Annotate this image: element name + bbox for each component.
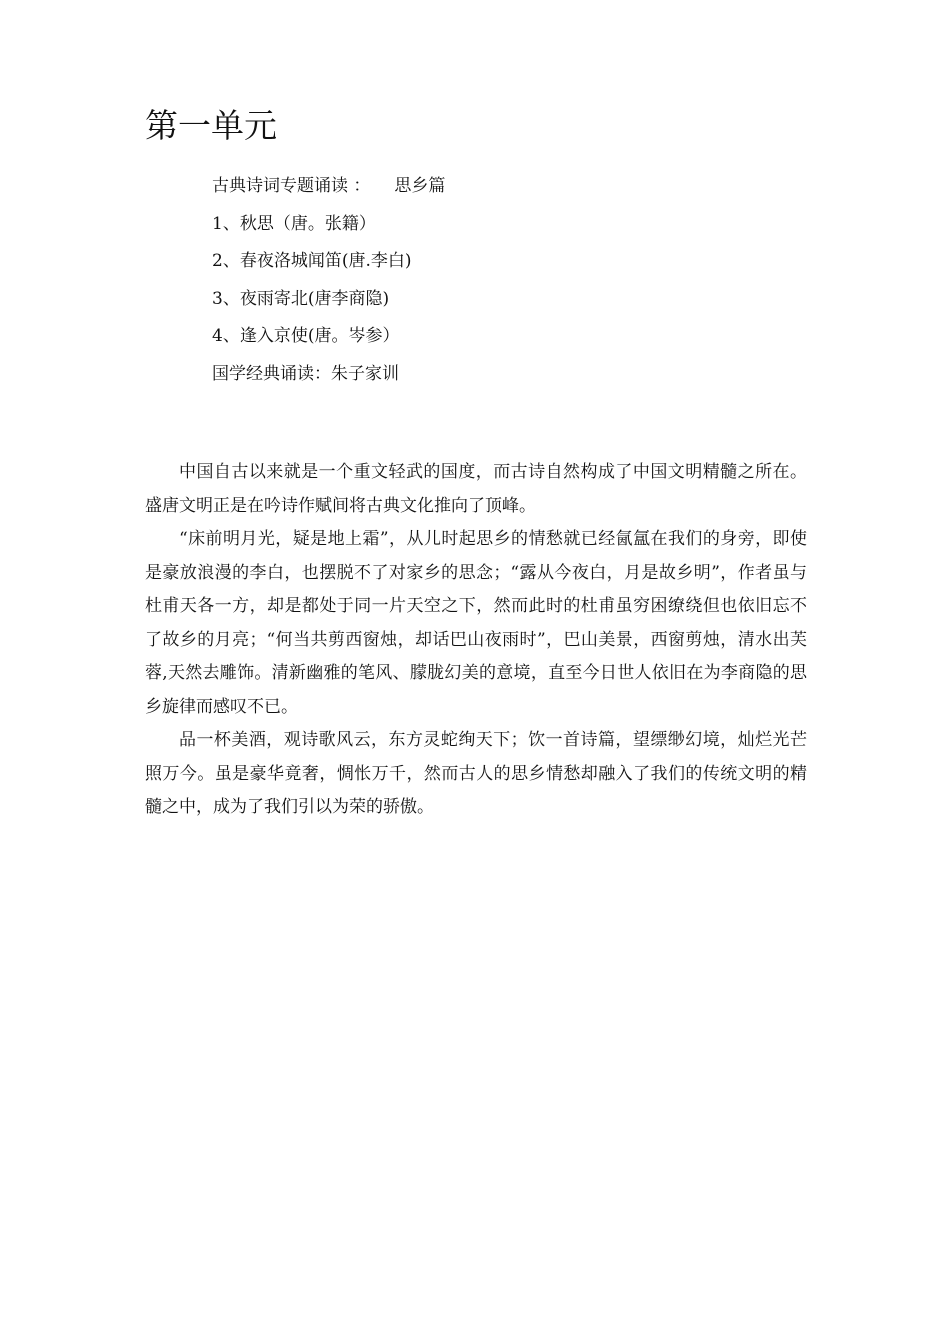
- toc-poem-3: 3、夜雨寄北(唐李商隐): [212, 288, 390, 309]
- unit-title: 第一单元: [145, 106, 277, 145]
- essay-paragraph-3: 品一杯美酒，观诗歌风云，东方灵蛇绚天下；饮一首诗篇，望缥缈幻境，灿烂光芒照万今。虽是豪华竟奢，惆怅万千，然而古人的思乡情愁却融入了我们的传统文明的精髓之中，成为了我们引以为荣的骄傲。: [145, 730, 807, 817]
- essay-paragraph-1: 中国自古以来就是一个重文轻武的国度，而古诗自然构成了中国文明精髓之所在。盛唐文明正是在吟诗作赋间将古典文化推向了顶峰。: [145, 462, 807, 516]
- toc-poem-1: 1、秋思（唐。张籍）: [212, 213, 376, 234]
- toc-heading: [212, 168, 445, 206]
- table-of-contents: [212, 168, 445, 393]
- toc-heading-topic: 思乡篇: [394, 176, 446, 196]
- essay-body: [145, 456, 807, 825]
- toc-poem-2: 2、春夜洛城闻笛(唐.李白): [212, 251, 412, 271]
- toc-poem-4: 4、逢入京使(唐。岑参）: [212, 326, 400, 346]
- essay-paragraph-2: “床前明月光，疑是地上霜”，从儿时起思乡的情愁就已经氤氲在我们的身旁，即使是豪放浪漫的李白，也摆脱不了对家乡的思念；“露从今夜白，月是故乡明”，作者虽与杜甫天各一方，却是都处于同一片天空之下，然而此时的杜甫虽穷困缭绕但也依旧忘不了故乡的月亮；“何当共剪西窗烛，却话巴山夜雨时”，巴山美景，西窗剪烛，清水出芙蓉,天然去雕饰。清新幽雅的笔风、朦胧幻美的意境，直至今日世人依旧在为李商隐的思乡旋律而感叹不已。: [145, 529, 807, 717]
- toc-heading-label: 古典诗词专题诵读 ：: [212, 176, 371, 196]
- toc-classics: 国学经典诵读：朱子家训: [212, 363, 399, 384]
